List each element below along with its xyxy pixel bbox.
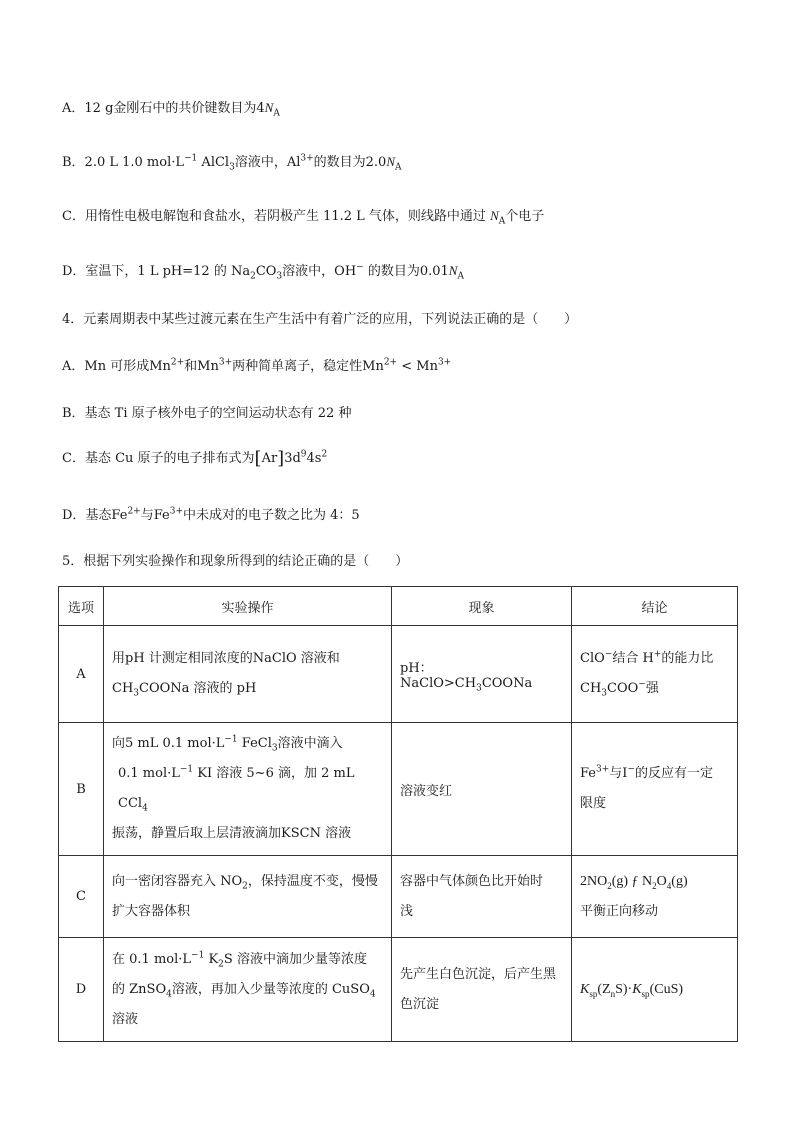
q3-option-b: B．2.0 L 1.0 $mol\cdot L^{-1}$ AlCl$_3$溶液中，$Al^{3+}$的数目为$2.0N_A$: [62, 153, 402, 173]
header-operation: 实验操作: [104, 587, 392, 626]
table-row: [59, 938, 738, 1042]
header-option: 选项: [59, 587, 104, 626]
q4-option-a: A．Mn 可形成$Mn^{2+}$和$Mn^{3+}$两种简单离子，稳定性$Mn^{2+} < Mn^{3+}$: [62, 357, 452, 374]
row-conclusion: $2NO_2(g)$ ƒ $N_2O_4(g)$ 平衡正向移动: [572, 856, 738, 938]
q4-stem: 4．元素周期表中某些过渡元素在生产生活中有着广泛的应用，下列说法正确的是（ ）: [62, 312, 578, 327]
table-header-row: [59, 587, 738, 626]
row-phenomenon: 溶液变红: [392, 723, 572, 856]
header-phenomenon: 现象: [392, 587, 572, 626]
table-row: [59, 626, 738, 723]
q5-stem: 5．根据下列实验操作和现象所得到的结论正确的是（ ）: [62, 554, 409, 569]
row-phenomenon: 容器中气体颜色比开始时 浅: [392, 856, 572, 938]
table-row: [59, 856, 738, 938]
row-operation: 在 0.1 $mol\cdot L^{-1}$ $K_2S$ 溶液中滴加少量等浓度 的 ZnSO$_4$溶液，再加入少量等浓度的 CuSO$_4$ 溶液: [104, 938, 392, 1042]
row-conclusion: $Fe^{3+}$与I−的反应有一定 限度: [572, 723, 738, 856]
row-conclusion: ClO−结合 H+的能力比 $CH_3COO^-$强: [572, 626, 738, 723]
row-operation: 用pH 计测定相同浓度的NaClO 溶液和 $CH_3COONa$ 溶液的 pH: [104, 626, 392, 723]
q4-option-c: C．基态 Cu 原子的电子排布式为$[Ar]3d^94s^2$: [62, 448, 328, 469]
row-option: C: [59, 856, 104, 938]
row-option: A: [59, 626, 104, 723]
row-option: D: [59, 938, 104, 1042]
row-operation: 向一密闭容器充入 $NO_2$，保持温度不变，慢慢 扩大容器体积: [104, 856, 392, 938]
q3-option-d: D．室温下，1 L pH=12 的 $Na_2CO_3$溶液中，OH− 的数目为$0.01N_A$: [62, 262, 464, 282]
q4-option-d: D．基态$Fe^{2+}$与$Fe^{3+}$中未成对的电子数之比为 4：5: [62, 506, 360, 523]
row-conclusion: $K_{sp}(Z_nS)\cdot K_{sp}(CuS)$: [572, 938, 738, 1042]
q3-option-a: A．12 g金刚石中的共价键数目为$4N_A$: [62, 100, 280, 119]
q3-option-c: C．用惰性电极电解饱和食盐水，若阴极产生 11.2 L 气体，则线路中通过 $N_A$个电子: [62, 208, 545, 227]
table-row: [59, 723, 738, 856]
row-operation: 向5 mL 0.1 $mol\cdot L^{-1}$ FeCl$_3$溶液中滴入 0.1 $mol\cdot L^{-1}$ KI 溶液 5~6 滴，加 2 mL CCl$_4$ 振荡，静置后取上层清液滴加KSCN 溶液: [104, 723, 392, 856]
q4-option-b: B．基态 Ti 原子核外电子的空间运动状态有 22 种: [62, 406, 352, 421]
q5-table: [58, 586, 738, 1042]
row-phenomenon: 先产生白色沉淀，后产生黑 色沉淀: [392, 938, 572, 1042]
header-conclusion: 结论: [572, 587, 738, 626]
row-phenomenon: pH：$NaClO>CH_3COONa$: [392, 626, 572, 723]
row-option: B: [59, 723, 104, 856]
